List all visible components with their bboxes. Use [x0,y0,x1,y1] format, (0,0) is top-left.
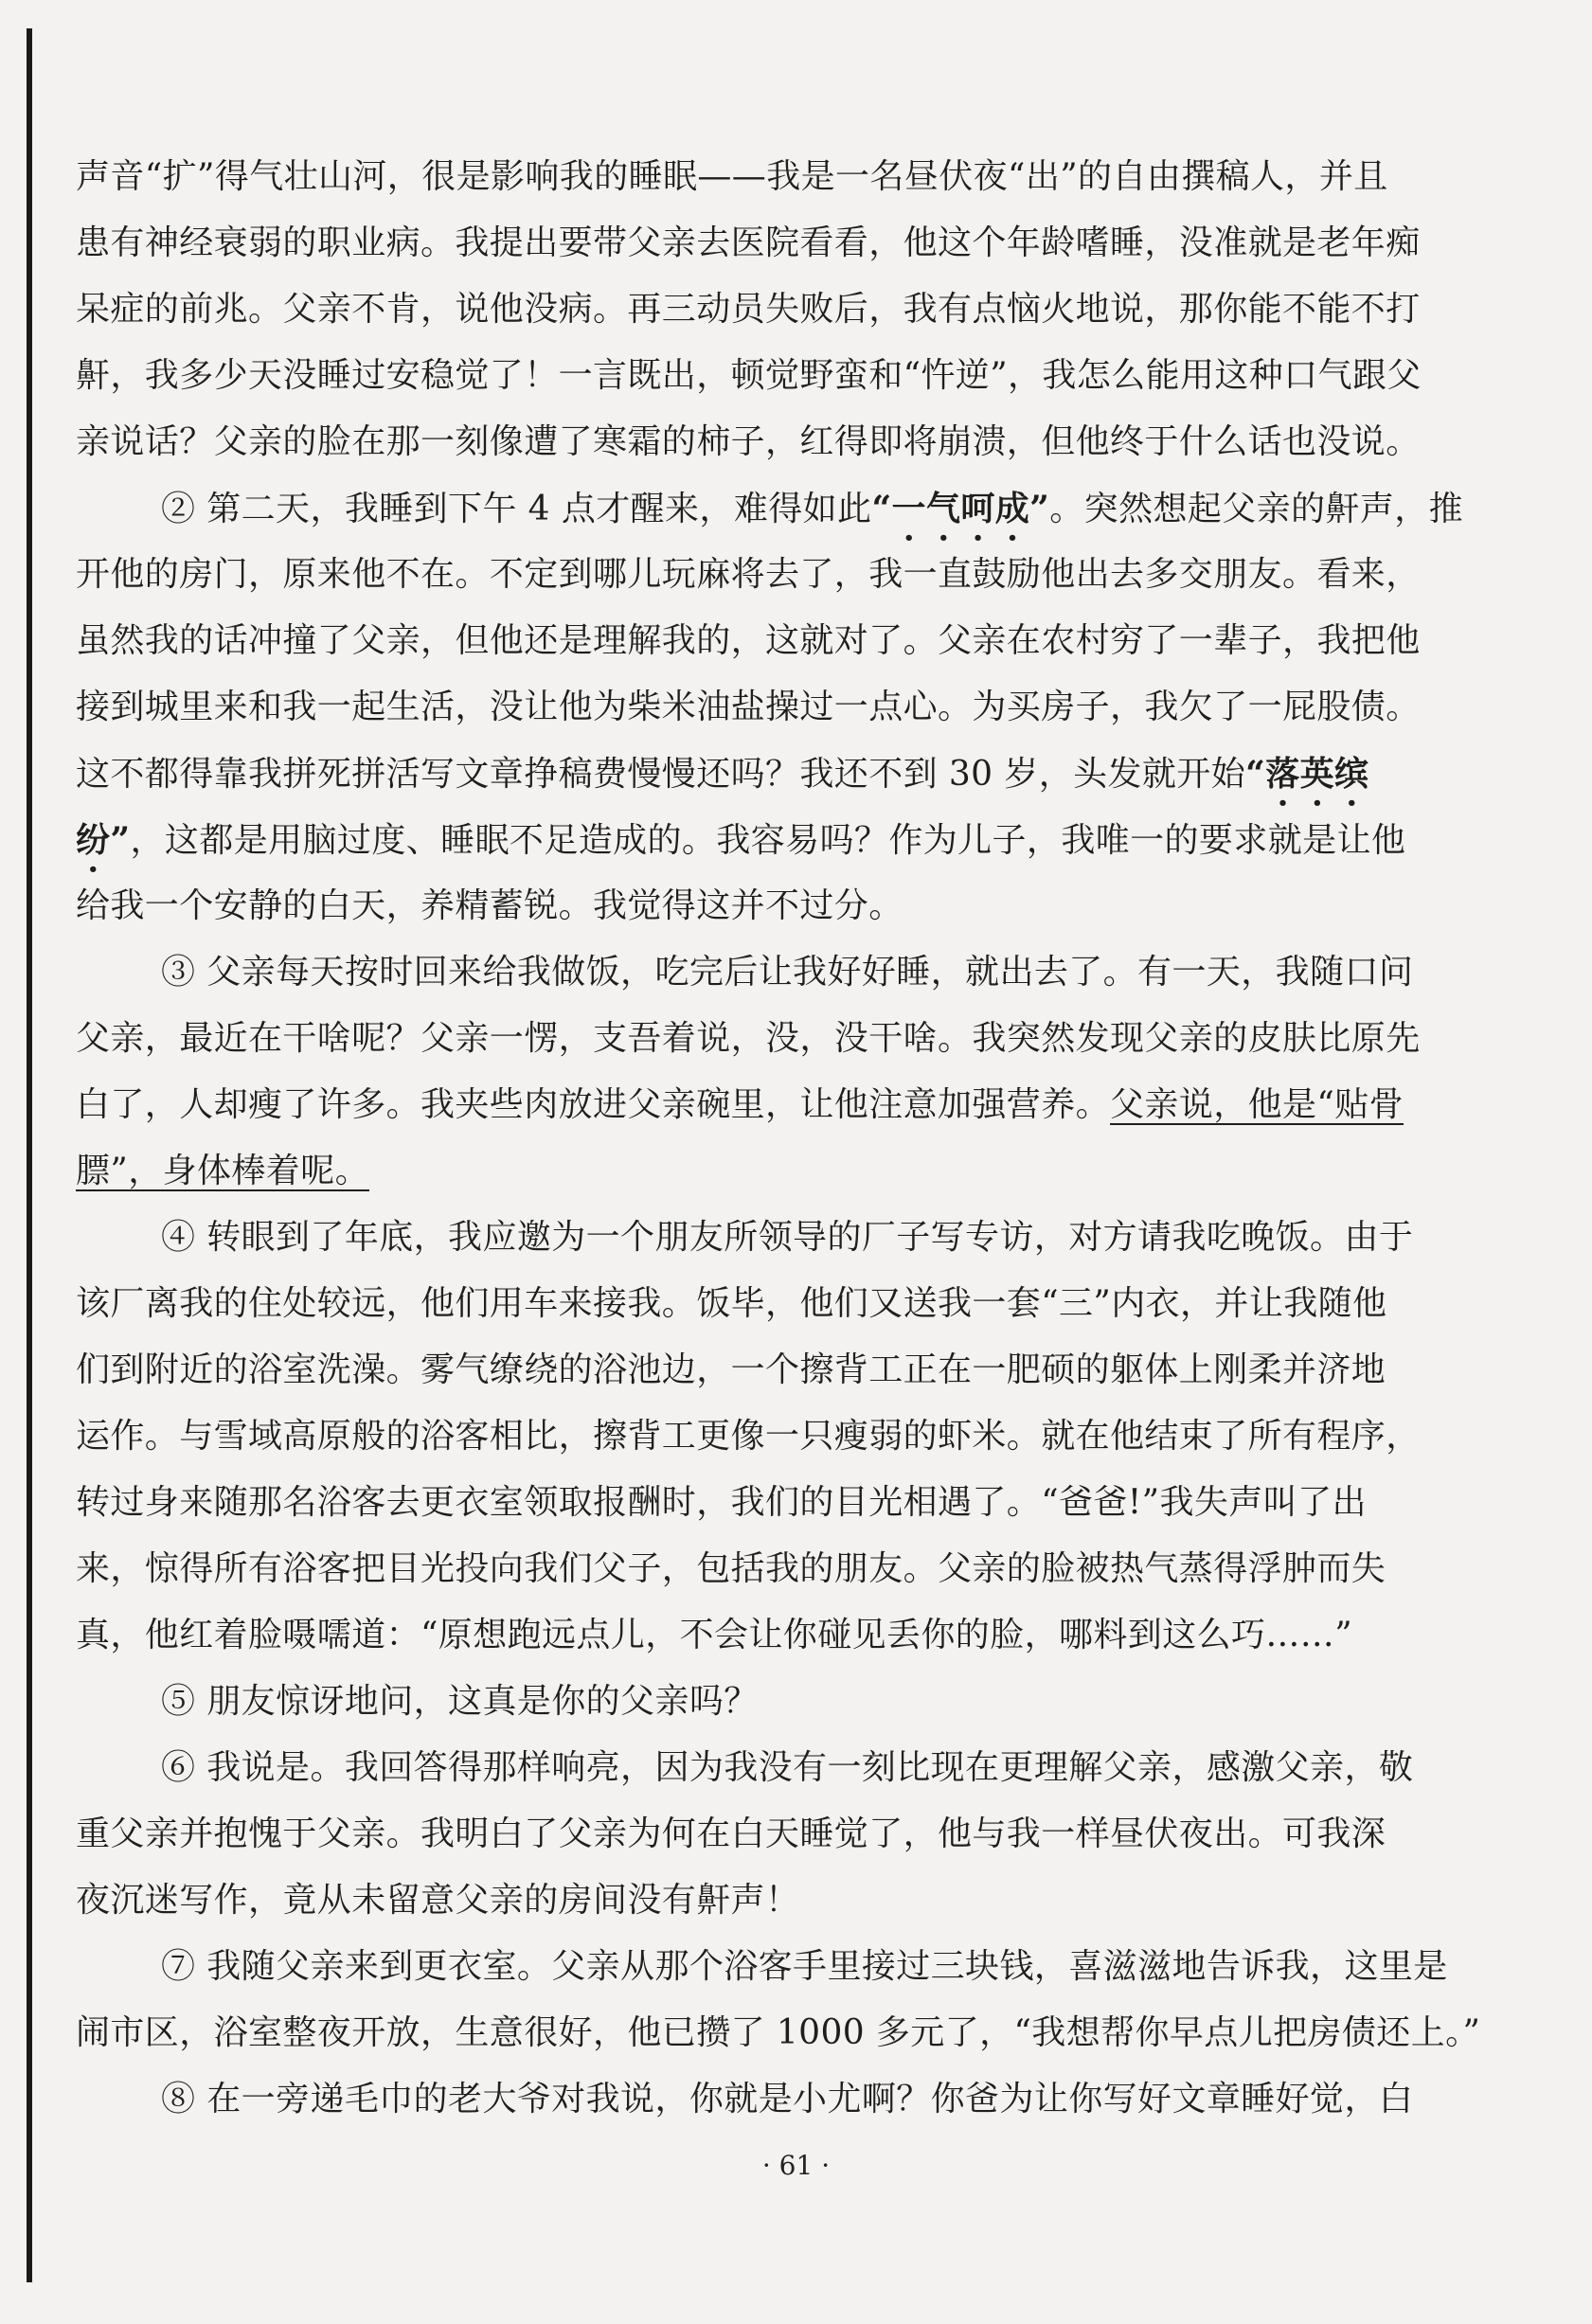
paragraph-7-start: ⑦ 我随父亲来到更衣室。父亲从那个浴客手里接过三块钱，喜滋滋地告诉我，这里是 [161,1947,1448,1986]
emphasized-phrase: “落英缤 [1245,754,1369,794]
text-line: 声音“扩”得气壮山河，很是影响我的睡眠——我是一名昼伏夜“出”的自由撰稿人，并且 [76,157,1388,196]
text-line: 接到城里来和我一起生活，没让他为柴米油盐操过一点心。为买房子，我欠了一屁股债。 [76,688,1421,726]
text-line: 患有神经衰弱的职业病。我提出要带父亲去医院看看，他这个年龄嗜睡，没准就是老年痴 [76,223,1421,262]
paragraph-2-start [76,475,1515,542]
text-line: 运作。与雪域高原般的浴客相比，擦背工更像一只瘦弱的虾米。就在他结束了所有程序， [76,1417,1421,1456]
text-segment: ② 第二天，我睡到下午 4 点才醒来，难得如此 [161,490,872,528]
paragraph-3-start: ③ 父亲每天按时回来给我做饭，吃完后让我好好睡，就出去了。有一天，我随口问 [161,953,1414,992]
text-line: 开他的房门，原来他不在。不定到哪儿玩麻将去了，我一直鼓励他出去多交朋友。看来， [76,555,1421,594]
text-line [76,807,1515,873]
text-line: 父亲，最近在干啥呢？父亲一愣，支吾着说，没，没干啥。我突然发现父亲的皮肤比原先 [76,1019,1421,1058]
text-line: 们到附近的浴室洗澡。雾气缭绕的浴池边，一个擦背工正在一肥硕的躯体上刚柔并济地 [76,1350,1386,1389]
text-line: 转过身来随那名浴客去更衣室领取报酬时，我们的目光相遇了。“爸爸!”我失声叫了出 [76,1483,1367,1522]
text-line: 亲说话？父亲的脸在那一刻像遭了寒霜的柿子，红得即将崩溃，但他终于什么话也没说。 [76,422,1421,461]
page-number: · 61 · [761,2150,831,2181]
text-line: 闹市区，浴室整夜开放，生意很好，他已攒了 1000 多元了，“我想帮你早点儿把房债还上。” [76,2013,1481,2052]
text-line [76,1072,1515,1138]
text-line [76,741,1515,807]
text-segment: 白了，人却瘦了许多。我夹些肉放进父亲碗里，让他注意加强营养。 [76,1085,1111,1124]
body-text [76,144,1515,2133]
text-line: 呆症的前兆。父亲不肯，说他没病。再三动员失败后，我有点恼火地说，那你能不能不打 [76,290,1421,329]
text-line: 来，惊得所有浴客把目光投向我们父子，包括我的朋友。父亲的脸被热气蒸得浮肿而失 [76,1549,1386,1588]
paragraph-4-start: ④ 转眼到了年底，我应邀为一个朋友所领导的厂子写专访，对方请我吃晚饭。由于 [161,1218,1414,1257]
paragraph-8-start: ⑧ 在一旁递毛巾的老大爷对我说，你就是小尤啊？你爸为让你写好文章睡好觉，白 [161,2080,1414,2118]
paragraph-6-start: ⑥ 我说是。我回答得那样响亮，因为我没有一刻比现在更理解父亲，感激父亲，敬 [161,1748,1414,1787]
text-segment: 这不都得靠我拼死拼活写文章挣稿费慢慢还吗？我还不到 30 岁，头发就开始 [76,755,1246,794]
text-line: 虽然我的话冲撞了父亲，但他还是理解我的，这就对了。父亲在农村穷了一辈子，我把他 [76,621,1421,660]
underlined-sentence: 父亲说，他是“贴骨 [1110,1085,1404,1124]
text-line: 重父亲并抱愧于父亲。我明白了父亲为何在白天睡觉了，他与我一样昼伏夜出。可我深 [76,1815,1386,1853]
text-line: 真，他红着脸嗫嚅道：“原想跑远点儿，不会让你碰见丢你的脸，哪料到这么巧……” [76,1616,1353,1654]
text-line: 该厂离我的住处较远，他们用车来接我。饭毕，他们又送我一套“三”内衣，并让我随他 [76,1284,1387,1323]
underlined-sentence: 膘”，身体棒着呢。 [76,1152,370,1190]
text-line [76,1138,1515,1205]
text-line: 给我一个安静的白天，养精蓄锐。我觉得这并不过分。 [76,886,903,925]
page-edge-line [27,28,32,2282]
text-line: 鼾，我多少天没睡过安稳觉了！一言既出，顿觉野蛮和“忤逆”，我怎么能用这种口气跟父 [76,356,1422,395]
emphasized-phrase: “一气呵成” [871,489,1050,528]
text-segment: 。突然想起父亲的鼾声，推 [1049,490,1464,528]
text-segment: ，这都是用脑过度、睡眠不足造成的。我容易吗？作为儿子，我唯一的要求就是让他 [130,821,1406,860]
paragraph-5: ⑤ 朋友惊讶地问，这真是你的父亲吗？ [161,1682,759,1721]
text-line: 夜沉迷写作，竟从未留意父亲的房间没有鼾声！ [76,1881,800,1920]
emphasized-phrase: 纷” [76,820,131,860]
